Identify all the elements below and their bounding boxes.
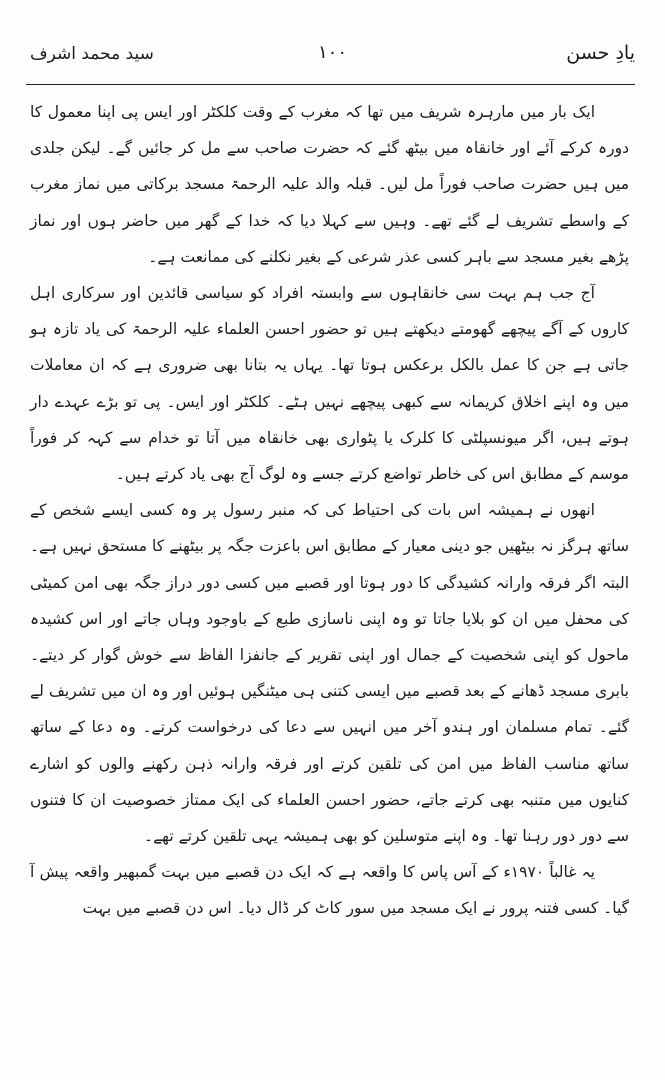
paragraph: آج جب ہم بہت سی خانقاہوں سے وابستہ افراد کو سیاسی قائدین اور سرکاری اہل کاروں کے آگے پیچھے گھومتے دیکھتے ہیں تو حضور احسن العلماء علیہ الرحمۃ کی یاد تازہ ہو جاتی ہے جن کا عمل بالکل برعکس ہوتا تھا۔ یہاں یہ بتانا بھی ضروری ہے کہ ان معاملات میں وہ اپنے اخلاق کریمانہ سے کبھی پیچھے نہیں ہٹے۔ کلکٹر اور ایس۔ پی تو بڑے عہدے دار ہوتے ہیں، اگر میونسپلٹی کا کلرک یا پٹواری بھی خانقاہ میں آتا تو خدام سے کہہ کر فوراً موسم کے مطابق اس کی خاطر تواضع کرتے جسے وہ لوگ آج بھی یاد کرتے ہیں۔: [30, 284, 629, 484]
paragraph: انھوں نے ہمیشہ اس بات کی احتیاط کی کہ منبر رسول پر وہ کسی ایسے شخص کے ساتھ ہرگز نہ بیٹھیں جو دینی معیار کے مطابق اس باعزت جگہ پر بیٹھنے کا مستحق نہیں ہے۔ البتہ اگر فرقہ وارانہ کشیدگی کا دور ہوتا اور قصبے میں کسی دور دراز جگہ بھی امن کمیٹی کی محفل میں ان کو بلایا جاتا تو وہ اپنی ناسازی طبع کے باوجود وہاں جاتے اور اس کشیدہ ماحول کو اپنی شخصیت کے جمال اور اپنی تقریر کے جانفزا الفاظ سے خوش گوار کر دیتے۔ بابری مسجد ڈھانے کے بعد قصبے میں ایسی کتنی ہی میٹنگیں ہوئیں اور وہ ان میں تشریف لے گئے۔ تمام مسلمان اور ہندو آخر میں انہیں سے دعا کی درخواست کرتے۔ وہ دعا کے ساتھ ساتھ مناسب الفاظ میں امن کی تلقین کرتے اور فرقہ وارانہ ذہن رکھنے والوں کو اشارے کنایوں میں متنبہ بھی کرتے جاتے، حضور احسن العلماء کی ایک ممتاز خصوصیت ان کا فتنوں سے دور دور رہنا تھا۔ وہ اپنے متوسلین کو بھی ہمیشہ یہی تلقین کرتے تھے۔: [30, 501, 629, 846]
page-number: ۱۰۰: [317, 42, 347, 63]
paragraph: یہ غالباً ۱۹۷۰ء کے آس پاس کا واقعہ ہے کہ ایک دن قصبے میں بہت گمبھیر واقعہ پیش آ گیا۔ کسی فتنہ پرور نے ایک مسجد میں سور کاٹ کر ڈال دیا۔ اس دن قصبے میں بہت: [30, 863, 629, 918]
page-header: [30, 40, 635, 76]
header-divider: [26, 84, 635, 85]
book-title: یادِ حسن: [566, 42, 635, 64]
paragraph: ایک بار میں مارہرہ شریف میں تھا کہ مغرب کے وقت کلکٹر اور ایس پی اپنا معمول کا دورہ کرکے آئے اور خانقاہ میں بیٹھ گئے کہ حضرت صاحب سے مل کر جائیں گے۔ لیکن جلدی میں ہیں حضرت صاحب فوراً مل لیں۔ قبلہ والد علیہ الرحمۃ مسجد برکاتی میں نماز مغرب کے واسطے تشریف لے گئے تھے۔ وہیں سے کہلا دیا کہ خدا کے گھر میں حاضر ہوں اور نماز پڑھے بغیر مسجد سے باہر کسی عذر شرعی کے بغیر نکلنے کی ممانعت ہے۔: [30, 103, 629, 266]
author-name: سید محمد اشرف: [30, 44, 154, 64]
page-body: [30, 94, 629, 927]
